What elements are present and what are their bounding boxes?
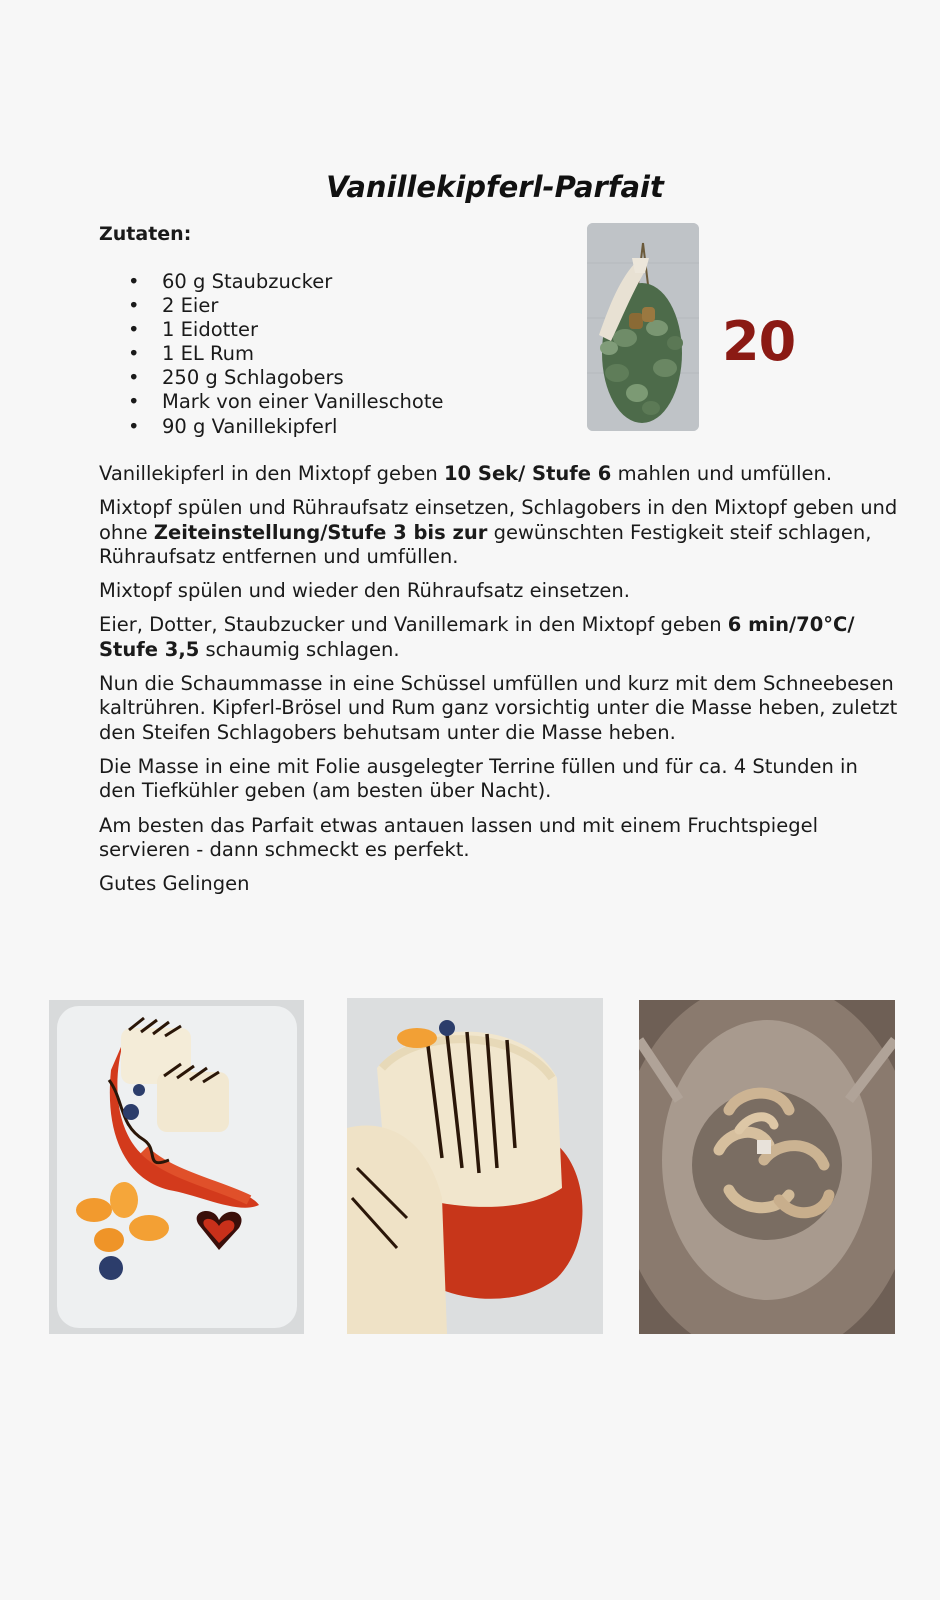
step-4 [99,613,899,662]
bullet-icon: • [128,294,140,318]
recipe-title: Vanillekipferl-Parfait [326,170,664,204]
ingredient-text: 250 g Schlagobers [162,366,344,390]
step-setting: 10 Sek/ Stufe 6 [443,462,612,485]
ingredient-item [99,318,444,342]
ingredient-text: 1 Eidotter [162,318,258,342]
ingredient-item [99,270,444,294]
ingredient-text: Mark von einer Vanilleschote [162,390,444,414]
ingredient-item [99,390,444,414]
bullet-icon: • [128,414,140,438]
ingredient-text: 1 EL Rum [162,342,255,366]
step-5: Nun die Schaummasse in eine Schüssel umfüllen und kurz mit dem Schneebesen kaltrühren. Kipferl-Brösel und Rum ganz vorsichtig unter die Masse heben, zuletzt den Steifen Schlagobers behutsam unter die Masse heben. [99,672,898,744]
step-1 [99,462,899,486]
bullet-icon: • [128,390,140,414]
parfait-closeup-photo [347,998,603,1334]
ingredients-heading: Zutaten: [99,223,192,245]
step-setting: 6 min/70°C/ Stufe 3,5 [99,613,855,661]
ingredient-text: 60 g Staubzucker [162,270,333,293]
ingredient-text: 2 Eier [162,294,219,318]
ingredient-item [99,294,444,318]
eucalyptus-bells-photo [587,223,699,431]
day-number: 20 [722,310,796,373]
ingredient-item [99,415,444,439]
step-text: gewünschten Festigkeit steif schlagen, Rühraufsatz entfernen und umfüllen. [99,520,872,568]
step-text: mahlen und umfüllen. [611,462,833,485]
step-text: Vanillekipferl in den Mixtopf geben [99,462,444,485]
step-text: Eier, Dotter, Staubzucker und Vanillemark in den Mixtopf geben [99,613,728,637]
step-3: Mixtopf spülen und wieder den Rühraufsatz einsetzen. [99,579,630,603]
step-text: Mixtopf spülen und Rühraufsatz einsetzen, Schlagobers in den Mixtopf geben und ohne [99,496,898,544]
step-text: schaumig schlagen. [199,637,400,661]
parfait-plate-photo [49,1000,304,1334]
step-7: Am besten das Parfait etwas antauen lassen und mit einem Fruchtspiegel servieren - dann schmeckt es perfekt. [99,813,818,861]
bullet-icon: • [128,366,140,390]
kipferl-in-bowl-photo [639,1000,895,1334]
ingredient-item [99,342,444,366]
step-setting: Zeiteinstellung/Stufe 3 bis zur [153,520,488,544]
ingredient-text: 90 g Vanillekipferl [162,414,338,438]
ingredient-item [99,366,444,390]
bullet-icon: • [128,342,140,366]
bullet-icon: • [128,270,140,293]
bullet-icon: • [128,318,140,342]
step-6: Die Masse in eine mit Folie ausgelegter Terrine füllen und für ca. 4 Stunden in den Tiefkühler geben (am besten über Nacht). [99,754,858,803]
instructions [99,462,899,906]
closing-line: Gutes Gelingen [99,872,250,896]
step-2 [99,496,899,569]
ingredients-list [99,270,444,439]
